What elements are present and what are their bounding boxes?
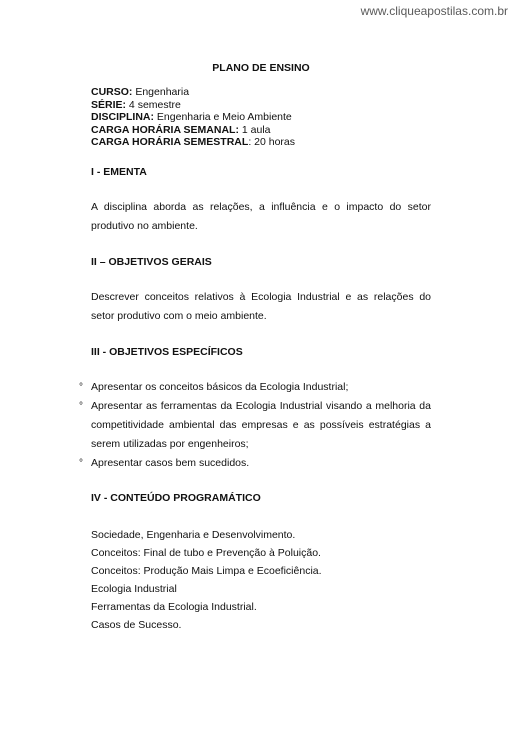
list-item: Conceitos: Produção Mais Limpa e Ecoeficiência. [91, 565, 322, 577]
list-item [79, 397, 431, 454]
list-item [79, 454, 431, 473]
list-item: Sociedade, Engenharia e Desenvolvimento. [91, 529, 296, 541]
serie-value: 4 semestre [126, 98, 181, 111]
list-item-text: Apresentar casos bem sucedidos. [91, 457, 250, 469]
ch-semestral-value: : 20 horas [248, 136, 296, 148]
disciplina-line [91, 111, 295, 124]
list-item: Ecologia Industrial [91, 583, 177, 595]
bullet-icon: ° [79, 458, 83, 469]
list-item: Casos de Sucesso. [91, 619, 182, 631]
ch-semanal-label: CARGA HORÁRIA SEMANAL: [91, 123, 239, 136]
serie-line [91, 99, 295, 112]
watermark-url: www.cliqueapostilas.com.br [360, 4, 508, 18]
list-item-text: Apresentar os conceitos básicos da Ecologia Industrial; [91, 381, 349, 393]
objetivos-especificos-list [79, 378, 431, 473]
course-info [91, 86, 295, 149]
disciplina-label: DISCIPLINA: [91, 111, 154, 123]
serie-label: SÉRIE: [91, 98, 127, 111]
objetivos-gerais-text: Descrever conceitos relativos à Ecologia Industrial e as relações do setor produtivo com o meio ambiente. [91, 291, 431, 322]
ch-semestral-label: CARGA HORÁRIA SEMESTRAL [91, 136, 249, 148]
curso-label: CURSO: [91, 86, 133, 98]
bullet-icon: ° [79, 382, 83, 393]
ch-semanal-line [91, 124, 295, 137]
list-item: Ferramentas da Ecologia Industrial. [91, 601, 257, 613]
ch-semestral-line [91, 136, 295, 149]
list-item [79, 378, 431, 397]
disciplina-value: Engenharia e Meio Ambiente [154, 111, 292, 123]
conteudo-list [91, 526, 322, 634]
ch-semanal-value: 1 aula [238, 123, 271, 136]
objetivos-especificos-heading: III - OBJETIVOS ESPECÍFICOS [91, 346, 243, 358]
ementa-heading: I - EMENTA [91, 166, 147, 178]
ementa-text: A disciplina aborda as relações, a influência e o impacto do setor produtivo no ambiente. [91, 201, 431, 232]
list-item-text: Apresentar as ferramentas da Ecologia Industrial visando a melhoria da competitividade ambiental das empresas e as possíveis estratégias a serem utilizadas por engenheiros; [91, 400, 431, 450]
curso-line [91, 86, 295, 99]
objetivos-gerais-heading: II – OBJETIVOS GERAIS [91, 256, 212, 268]
conteudo-heading: IV - CONTEÚDO PROGRAMÁTICO [91, 492, 261, 504]
bullet-icon: ° [79, 401, 83, 412]
list-item: Conceitos: Final de tubo e Prevenção à Poluição. [91, 547, 321, 559]
curso-value: Engenharia [132, 86, 190, 98]
page-title: PLANO DE ENSINO [212, 62, 310, 74]
